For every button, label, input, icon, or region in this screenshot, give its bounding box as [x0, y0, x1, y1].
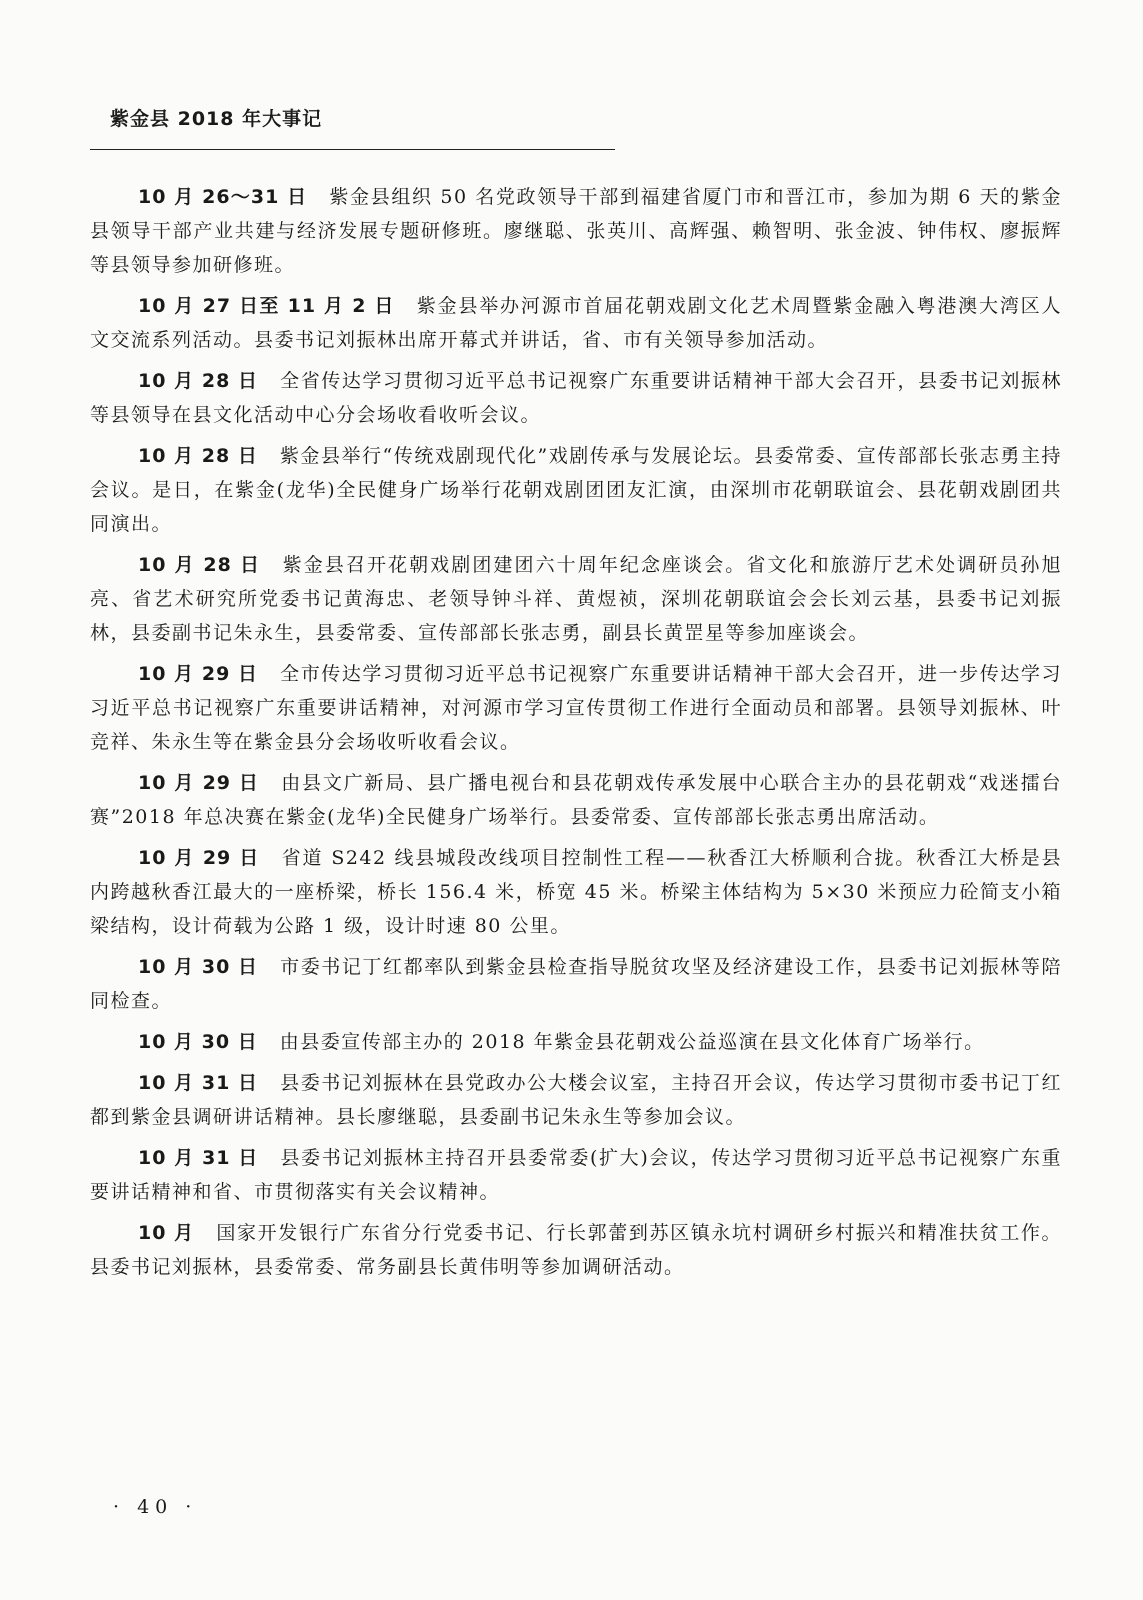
entry-text: 紫金县召开花朝戏剧团建团六十周年纪念座谈会。省文化和旅游厅艺术处调研员孙旭亮、省艺术研究所党委书记黄海忠、老领导钟斗祥、黄煜祯，深圳花朝联谊会会长刘云基，县委书记刘振林，县委副书记朱永生，县委常委、宣传部部长张志勇，副县长黄罡星等参加座谈会。 — [90, 554, 1062, 644]
entry-text: 县委书记刘振林在县党政办公大楼会议室，主持召开会议，传达学习贯彻市委书记丁红都到紫金县调研讲话精神。县长廖继聪，县委副书记朱永生等参加会议。 — [90, 1072, 1062, 1128]
entry-text: 全省传达学习贯彻习近平总书记视察广东重要讲话精神干部大会召开，县委书记刘振林等县领导在县文化活动中心分会场收看收听会议。 — [90, 370, 1062, 426]
entry-text: 市委书记丁红都率队到紫金县检查指导脱贫攻坚及经济建设工作，县委书记刘振林等陪同检查。 — [90, 956, 1062, 1012]
entry-text: 国家开发银行广东省分行党委书记、行长郭蕾到苏区镇永坑村调研乡村振兴和精准扶贫工作。县委书记刘振林，县委常委、常务副县长黄伟明等参加调研活动。 — [90, 1222, 1062, 1278]
chronicle-entry — [90, 1025, 1062, 1059]
entry-date: 10 月 30 日 — [138, 1031, 258, 1053]
chronicle-entry — [90, 548, 1062, 650]
entry-date: 10 月 31 日 — [138, 1072, 259, 1094]
chronicle-entry — [90, 439, 1062, 541]
entry-date: 10 月 31 日 — [138, 1147, 259, 1169]
entry-text: 紫金县举行“传统戏剧现代化”戏剧传承与发展论坛。县委常委、宣传部部长张志勇主持会议。是日，在紫金(龙华)全民健身广场举行花朝戏剧团团友汇演，由深圳市花朝联谊会、县花朝戏剧团共同演出。 — [90, 445, 1062, 535]
entry-text: 县委书记刘振林主持召开县委常委(扩大)会议，传达学习贯彻习近平总书记视察广东重要讲话精神和省、市贯彻落实有关会议精神。 — [90, 1147, 1062, 1203]
entry-text: 由县委宣传部主办的 2018 年紫金县花朝戏公益巡演在县文化体育广场举行。 — [279, 1031, 985, 1053]
entry-date: 10 月 26～31 日 — [138, 186, 308, 208]
entry-text: 省道 S242 线县城段改线项目控制性工程——秋香江大桥顺利合拢。秋香江大桥是县内跨越秋香江最大的一座桥梁，桥长 156.4 米，桥宽 45 米。桥梁主体结构为 5×30 米预应力砼简支小箱梁结构，设计荷载为公路 1 级，设计时速 80 公里。 — [90, 847, 1062, 937]
chronicle-entries — [90, 180, 1062, 1291]
entry-text: 全市传达学习贯彻习近平总书记视察广东重要讲话精神干部大会召开，进一步传达学习习近平总书记视察广东重要讲话精神，对河源市学习宣传贯彻工作进行全面动员和部署。县领导刘振林、叶竞祥、朱永生等在紫金县分会场收听收看会议。 — [90, 663, 1062, 753]
chronicle-entry — [90, 1141, 1062, 1209]
entry-text: 紫金县举办河源市首届花朝戏剧文化艺术周暨紫金融入粤港澳大湾区人文交流系列活动。县委书记刘振林出席开幕式并讲话，省、市有关领导参加活动。 — [90, 295, 1062, 351]
chronicle-entry — [90, 1216, 1062, 1284]
chronicle-entry — [90, 364, 1062, 432]
entry-text: 紫金县组织 50 名党政领导干部到福建省厦门市和晋江市，参加为期 6 天的紫金县领导干部产业共建与经济发展专题研修班。廖继聪、张英川、高辉强、赖智明、张金波、钟伟权、廖振辉等县领导参加研修班。 — [90, 186, 1062, 276]
entry-date: 10 月 27 日至 11 月 2 日 — [138, 295, 395, 317]
entry-date: 10 月 28 日 — [138, 445, 258, 467]
chronicle-entry — [90, 1066, 1062, 1134]
chronicle-entry — [90, 950, 1062, 1018]
entry-text: 由县文广新局、县广播电视台和县花朝戏传承发展中心联合主办的县花朝戏“戏迷擂台赛”2018 年总决赛在紫金(龙华)全民健身广场举行。县委常委、宣传部部长张志勇出席活动。 — [90, 772, 1063, 828]
entry-date: 10 月 28 日 — [138, 554, 261, 576]
chronicle-entry — [90, 180, 1062, 282]
entry-date: 10 月 29 日 — [138, 772, 260, 794]
entry-date: 10 月 29 日 — [138, 663, 259, 685]
entry-date: 10 月 30 日 — [138, 956, 259, 978]
entry-date: 10 月 29 日 — [138, 847, 260, 869]
chronicle-entry — [90, 841, 1062, 943]
entry-date: 10 月 28 日 — [138, 370, 259, 392]
running-header: 紫金县 2018 年大事记 — [110, 108, 323, 130]
entry-date: 10 月 — [138, 1222, 195, 1244]
chronicle-entry — [90, 766, 1062, 834]
page-number: · 40 · — [113, 1496, 198, 1518]
chronicle-entry — [90, 289, 1062, 357]
chronicle-entry — [90, 657, 1062, 759]
header-divider — [90, 149, 615, 150]
